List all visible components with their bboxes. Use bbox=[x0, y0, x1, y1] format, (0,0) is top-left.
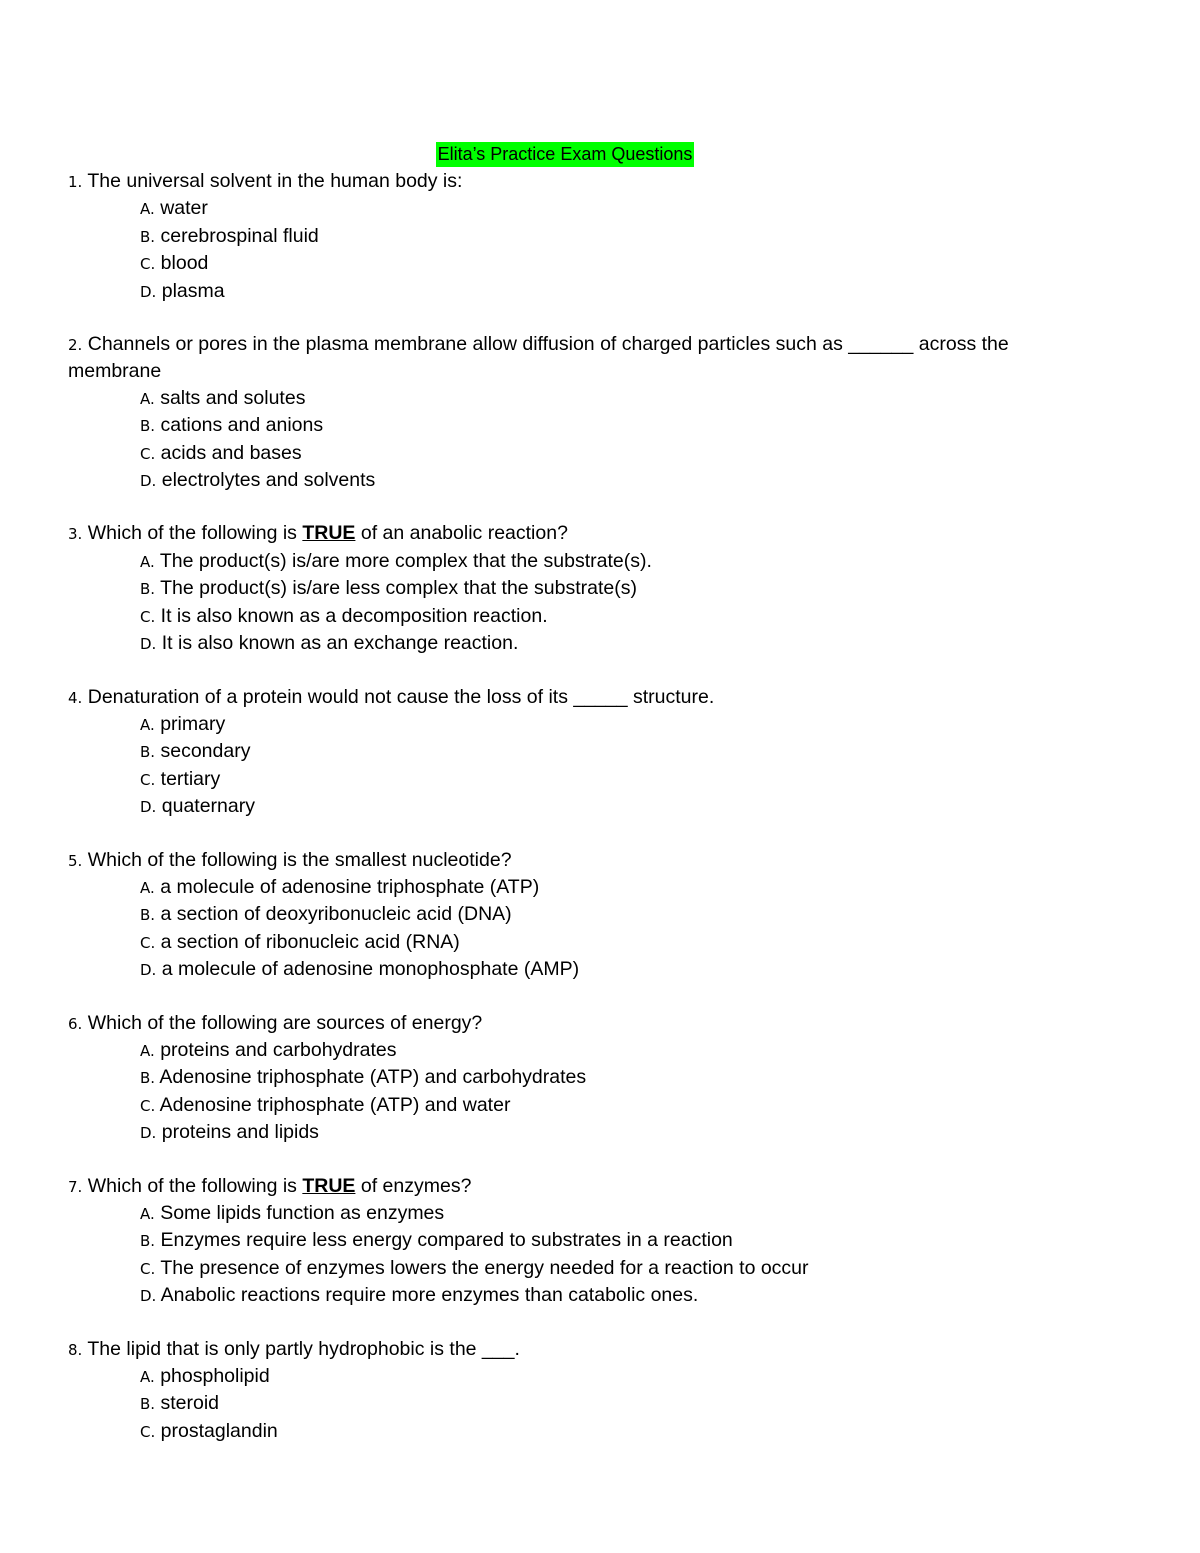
answer-option bbox=[140, 1255, 1068, 1282]
option-text: phospholipid bbox=[160, 1365, 270, 1388]
option-letter: D. bbox=[140, 798, 157, 817]
question-stem bbox=[68, 1336, 1068, 1363]
option-text: primary bbox=[160, 712, 226, 735]
question-number: 3. bbox=[68, 525, 83, 544]
answer-option bbox=[140, 440, 1068, 467]
option-text: secondary bbox=[160, 740, 251, 763]
question-stem bbox=[68, 520, 1068, 547]
answer-option bbox=[140, 874, 1068, 901]
question-stem bbox=[68, 331, 1068, 385]
option-text: a molecule of adenosine triphosphate (ATP) bbox=[160, 875, 540, 898]
option-text: a molecule of adenosine monophosphate (AMP) bbox=[161, 958, 580, 981]
answer-option bbox=[140, 1390, 1068, 1417]
question-number: 4. bbox=[68, 688, 83, 707]
option-letter: D. bbox=[140, 1287, 157, 1306]
question-text-end: of enzymes? bbox=[355, 1174, 472, 1197]
answer-option bbox=[140, 278, 1068, 305]
option-letter: A. bbox=[140, 878, 155, 897]
question-text: Which of the following is bbox=[87, 1174, 303, 1197]
option-text: proteins and lipids bbox=[161, 1121, 319, 1144]
option-letter: A. bbox=[140, 200, 155, 219]
option-text: Enzymes require less energy compared to substrates in a reaction bbox=[160, 1229, 733, 1252]
answer-option bbox=[140, 711, 1068, 738]
option-letter: D. bbox=[140, 472, 157, 491]
question-text: The lipid that is only partly hydrophobic is the ___. bbox=[87, 1337, 520, 1360]
answer-option bbox=[140, 548, 1068, 575]
option-text: Some lipids function as enzymes bbox=[160, 1202, 445, 1224]
option-text: blood bbox=[160, 252, 209, 275]
question-emphasis: TRUE bbox=[302, 1174, 356, 1197]
option-letter: A. bbox=[140, 1368, 155, 1387]
answer-option bbox=[140, 1363, 1068, 1390]
answer-option bbox=[140, 575, 1068, 602]
option-letter: D. bbox=[140, 635, 157, 654]
option-letter: B. bbox=[140, 417, 156, 436]
question-number: 7. bbox=[68, 1177, 83, 1196]
answer-option bbox=[140, 1282, 1068, 1309]
question-text: Which of the following is bbox=[87, 522, 303, 545]
option-letter: C. bbox=[140, 1422, 156, 1441]
question-1 bbox=[68, 168, 1068, 305]
option-text: Adenosine triphosphate (ATP) and water bbox=[159, 1093, 511, 1116]
answer-options bbox=[68, 1200, 1068, 1310]
answer-option bbox=[140, 929, 1068, 956]
question-text: Which of the following are sources of energy? bbox=[87, 1011, 483, 1034]
option-text: The product(s) is/are less complex that the substrate(s) bbox=[160, 577, 637, 600]
answer-option bbox=[140, 1119, 1068, 1146]
answer-options bbox=[68, 1363, 1068, 1445]
option-letter: B. bbox=[140, 227, 156, 246]
option-text: tertiary bbox=[160, 767, 221, 790]
option-letter: C. bbox=[140, 1096, 156, 1115]
question-number: 1. bbox=[68, 173, 83, 191]
question-number: 8. bbox=[68, 1340, 83, 1359]
answer-option bbox=[140, 603, 1068, 630]
answer-options bbox=[68, 385, 1068, 495]
question-6 bbox=[68, 1010, 1068, 1147]
answer-options bbox=[68, 548, 1068, 658]
option-letter: B. bbox=[140, 906, 156, 925]
option-letter: C. bbox=[140, 607, 156, 626]
answer-options bbox=[68, 711, 1068, 821]
option-letter: B. bbox=[140, 580, 156, 599]
option-text: The presence of enzymes lowers the energy needed for a reaction to occur bbox=[160, 1256, 809, 1279]
answer-option bbox=[140, 385, 1068, 412]
question-text: Denaturation of a protein would not cause the loss of its _____ structure. bbox=[87, 685, 715, 708]
option-letter: A. bbox=[140, 389, 155, 408]
option-letter: B. bbox=[140, 743, 156, 762]
option-text: plasma bbox=[161, 279, 225, 302]
option-letter: C. bbox=[140, 255, 156, 274]
answer-option bbox=[140, 901, 1068, 928]
option-text: cerebrospinal fluid bbox=[160, 224, 319, 247]
option-letter: D. bbox=[140, 282, 157, 301]
option-letter: C. bbox=[140, 770, 156, 789]
option-text: acids and bases bbox=[160, 441, 302, 464]
option-letter: A. bbox=[140, 1041, 155, 1060]
option-text: cations and anions bbox=[160, 414, 324, 437]
option-text: quaternary bbox=[161, 795, 255, 818]
question-2 bbox=[68, 331, 1068, 494]
answer-option bbox=[140, 1200, 1068, 1227]
option-text: Anabolic reactions require more enzymes than catabolic ones. bbox=[160, 1284, 699, 1307]
answer-option bbox=[140, 738, 1068, 765]
answer-option bbox=[140, 412, 1068, 439]
option-letter: B. bbox=[140, 1395, 156, 1414]
question-list bbox=[68, 168, 1068, 1471]
option-text: proteins and carbohydrates bbox=[160, 1038, 397, 1061]
option-letter: A. bbox=[140, 1205, 155, 1223]
title-wrapper bbox=[0, 142, 1130, 167]
question-number: 6. bbox=[68, 1014, 83, 1033]
option-letter: C. bbox=[140, 444, 156, 463]
answer-option bbox=[140, 467, 1068, 494]
answer-option bbox=[140, 1064, 1068, 1091]
question-number: 5. bbox=[68, 851, 83, 870]
option-text: salts and solutes bbox=[160, 386, 306, 409]
option-letter: D. bbox=[140, 1124, 157, 1143]
answer-option bbox=[140, 1092, 1068, 1119]
answer-options bbox=[68, 1037, 1068, 1147]
question-text: Channels or pores in the plasma membrane allow diffusion of charged particles such as ______ across the membrane bbox=[68, 333, 1009, 383]
answer-option bbox=[140, 1037, 1068, 1064]
question-stem bbox=[68, 1173, 1068, 1200]
answer-options bbox=[68, 195, 1068, 305]
option-text: a section of ribonucleic acid (RNA) bbox=[160, 930, 460, 953]
answer-option bbox=[140, 766, 1068, 793]
option-text: water bbox=[160, 197, 208, 220]
option-letter: C. bbox=[140, 933, 156, 952]
document-title: Elita’s Practice Exam Questions bbox=[436, 142, 695, 167]
answer-option bbox=[140, 1227, 1068, 1254]
question-4 bbox=[68, 684, 1068, 821]
option-text: electrolytes and solvents bbox=[161, 469, 376, 492]
option-letter: D. bbox=[140, 961, 157, 980]
answer-option bbox=[140, 250, 1068, 277]
option-letter: A. bbox=[140, 715, 155, 734]
answer-option bbox=[140, 630, 1068, 657]
option-letter: A. bbox=[140, 552, 155, 571]
question-7 bbox=[68, 1173, 1068, 1310]
option-letter: B. bbox=[140, 1232, 156, 1251]
question-text: The universal solvent in the human body is: bbox=[87, 170, 463, 192]
answer-option bbox=[140, 223, 1068, 250]
answer-option bbox=[140, 793, 1068, 820]
option-text: steroid bbox=[160, 1392, 220, 1415]
option-text: It is also known as a decomposition reaction. bbox=[160, 604, 548, 627]
option-text: It is also known as an exchange reaction. bbox=[161, 632, 519, 655]
answer-option bbox=[140, 956, 1068, 983]
question-number: 2. bbox=[68, 336, 83, 355]
question-stem bbox=[68, 684, 1068, 711]
question-emphasis: TRUE bbox=[302, 522, 356, 545]
question-text: Which of the following is the smallest nucleotide? bbox=[87, 848, 512, 871]
question-text-end: of an anabolic reaction? bbox=[355, 522, 568, 545]
option-text: The product(s) is/are more complex that the substrate(s). bbox=[159, 549, 652, 572]
option-text: prostaglandin bbox=[160, 1419, 278, 1442]
answer-options bbox=[68, 874, 1068, 984]
question-8 bbox=[68, 1336, 1068, 1446]
option-text: Adenosine triphosphate (ATP) and carbohydrates bbox=[159, 1066, 587, 1089]
answer-option bbox=[140, 1418, 1068, 1445]
option-letter: B. bbox=[140, 1069, 156, 1088]
question-stem bbox=[68, 1010, 1068, 1037]
question-3 bbox=[68, 520, 1068, 657]
question-5 bbox=[68, 847, 1068, 984]
question-stem bbox=[68, 847, 1068, 874]
question-stem bbox=[68, 168, 1068, 195]
answer-option bbox=[140, 195, 1068, 222]
option-text: a section of deoxyribonucleic acid (DNA) bbox=[160, 903, 512, 926]
option-letter: C. bbox=[140, 1259, 156, 1278]
